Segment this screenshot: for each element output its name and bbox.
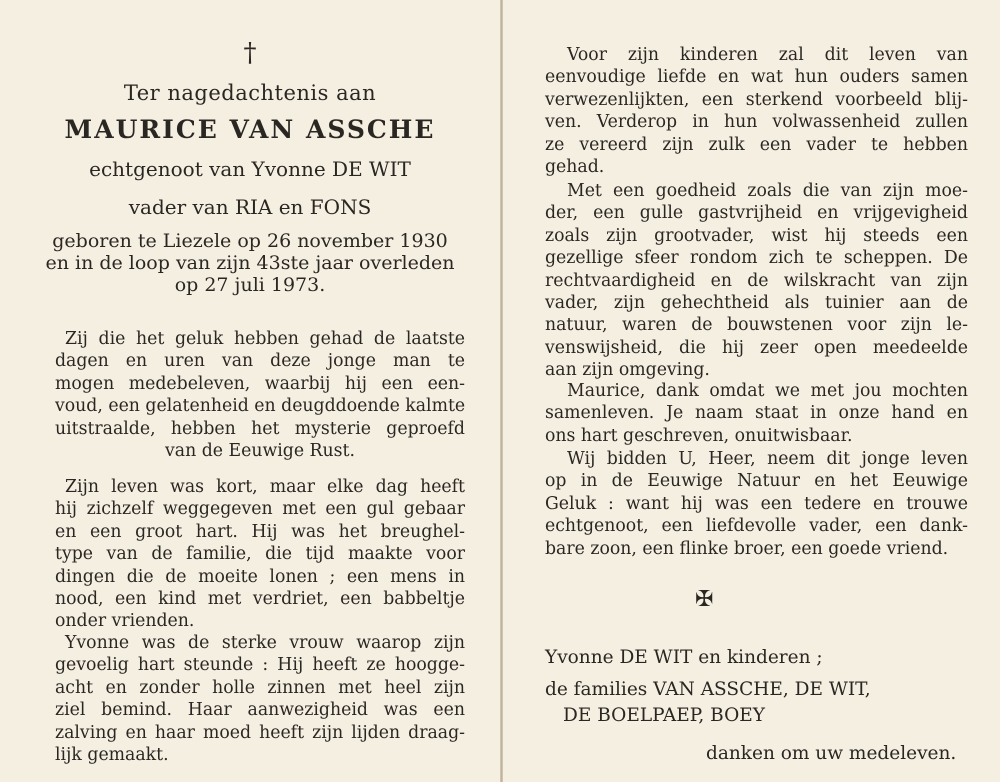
text-line: ons hart geschreven, onuitwisbaar. xyxy=(545,425,853,446)
deceased-name: MAURICE VAN ASSCHE xyxy=(64,115,436,144)
text-line: acht en zonder holle zinnen met heel zijn xyxy=(55,677,465,698)
text-line: op in de Eeuwige Natuur en het Eeuwige xyxy=(545,471,968,492)
text-line: type van de familie, die tijd maakte voor xyxy=(55,544,465,565)
text-line: Maurice, dank omdat we met jou mochten xyxy=(567,381,968,401)
text-line: voud, een gelatenheid en deugddoende kalmte xyxy=(55,396,466,417)
children-line: vader van RIA en FONS xyxy=(128,195,372,219)
right-paragraph-4 xyxy=(545,448,968,560)
text-line: zalving en haar moed heeft zijn lijden draag- xyxy=(55,722,465,743)
in-memory-heading: Ter nagedachtenis aan xyxy=(123,81,377,105)
text-line: der, een gulle gastvrijheid en vrijgevigheid xyxy=(545,203,968,224)
text-line: dingen die de moeite lonen ; een mens in xyxy=(55,566,465,587)
right-paragraph-2 xyxy=(545,180,968,382)
closing-thanks: danken om uw medeleven. xyxy=(706,743,957,764)
text-line: eenvoudige liefde en wat hun ouders samen xyxy=(545,67,968,88)
text-line: Geluk : want hij was een tedere en trouwe xyxy=(545,493,968,514)
text-line: Zij die het geluk hebben gehad de laatste xyxy=(65,329,465,349)
text-line: echtgenoot, een liefdevolle vader, een dank- xyxy=(545,516,968,537)
text-line: samenleven. Je naam staat in onze hand en xyxy=(545,403,968,424)
right-paragraph-1 xyxy=(545,44,968,178)
birth-line-2: en in de loop van zijn 43ste jaar overleden xyxy=(45,252,455,274)
text-line: van de Eeuwige Rust. xyxy=(165,441,355,462)
spouse-line: echtgenoot van Yvonne DE WIT xyxy=(89,157,411,181)
text-line: verwezenlijkten, een sterkend voorbeeld blij- xyxy=(545,89,968,110)
text-line: venswijsheid, die hij zeer open meedeelde xyxy=(545,337,968,358)
text-line: en een groot hart. Hij was het breughel- xyxy=(55,521,465,542)
text-line: natuur, waren de bouwstenen voor zijn le- xyxy=(545,315,968,336)
left-paragraph-3 xyxy=(55,632,465,766)
text-line: mogen medebeleven, waarbij hij een een- xyxy=(55,373,465,394)
left-paragraph-1 xyxy=(55,328,465,462)
text-line: onder vrienden. xyxy=(55,611,195,632)
cross-icon: † xyxy=(243,38,257,68)
text-line: zoals zijn grootvader, wist hij steeds een xyxy=(545,225,968,246)
cross-ornament-icon: ✠ xyxy=(695,587,714,612)
text-line: uitstraalde, hebben het mysterie geproefd xyxy=(55,418,465,439)
birth-death-details xyxy=(40,230,460,296)
text-line: gevoelig hart steunde : Hij heeft ze hooggе- xyxy=(55,655,465,676)
text-line: lijk gemaakt. xyxy=(55,745,169,766)
text-line: vader, zijn gehechtheid als tuinier aan de xyxy=(545,293,968,314)
text-line: dagen en uren van deze jonge man te xyxy=(55,351,465,372)
text-line: Voor zijn kinderen zal dit leven van xyxy=(567,45,968,65)
signature-line-3: DE BOELPAEP, BOEY xyxy=(563,705,766,726)
text-line: ven. Verderop in hun volwassenheid zullen xyxy=(545,112,968,133)
text-line: Met een goedheid zoals die van zijn moe- xyxy=(567,181,968,201)
text-line: gehad. xyxy=(545,157,605,178)
left-paragraph-2 xyxy=(55,476,465,633)
text-line: aan zijn omgeving. xyxy=(545,360,710,381)
birth-line-3: op 27 juli 1973. xyxy=(174,274,326,296)
text-line: Yvonne was de sterke vrouw waarop zijn xyxy=(65,633,465,653)
text-line: nood, een kind met verdriet, een babbeltje xyxy=(55,589,465,610)
text-line: hij zichzelf weggegeven met een gul gebaar xyxy=(55,499,465,520)
text-line: Wij bidden U, Heer, neem dit jonge leven xyxy=(567,449,968,469)
text-line: Zijn leven was kort, maar elke dag heeft xyxy=(65,477,465,497)
text-line: bare zoon, een flinke broer, een goede vriend. xyxy=(545,538,949,559)
right-paragraph-3 xyxy=(545,380,968,447)
text-line: ze vereerd zijn zulk een vader te hebben xyxy=(545,134,968,155)
signature-line-2: de families VAN ASSCHE, DE WIT, xyxy=(545,679,871,700)
signature-line-1: Yvonne DE WIT en kinderen ; xyxy=(545,647,823,668)
text-line: gezellige sfeer rondom zich te scheppen. De xyxy=(545,248,968,269)
text-line: rechtvaardigheid en de wilskracht van zijn xyxy=(545,270,968,291)
text-line: ziel bemind. Haar aanwezigheid was een xyxy=(55,700,465,721)
birth-line-1: geboren te Liezele op 26 november 1930 xyxy=(52,230,448,252)
